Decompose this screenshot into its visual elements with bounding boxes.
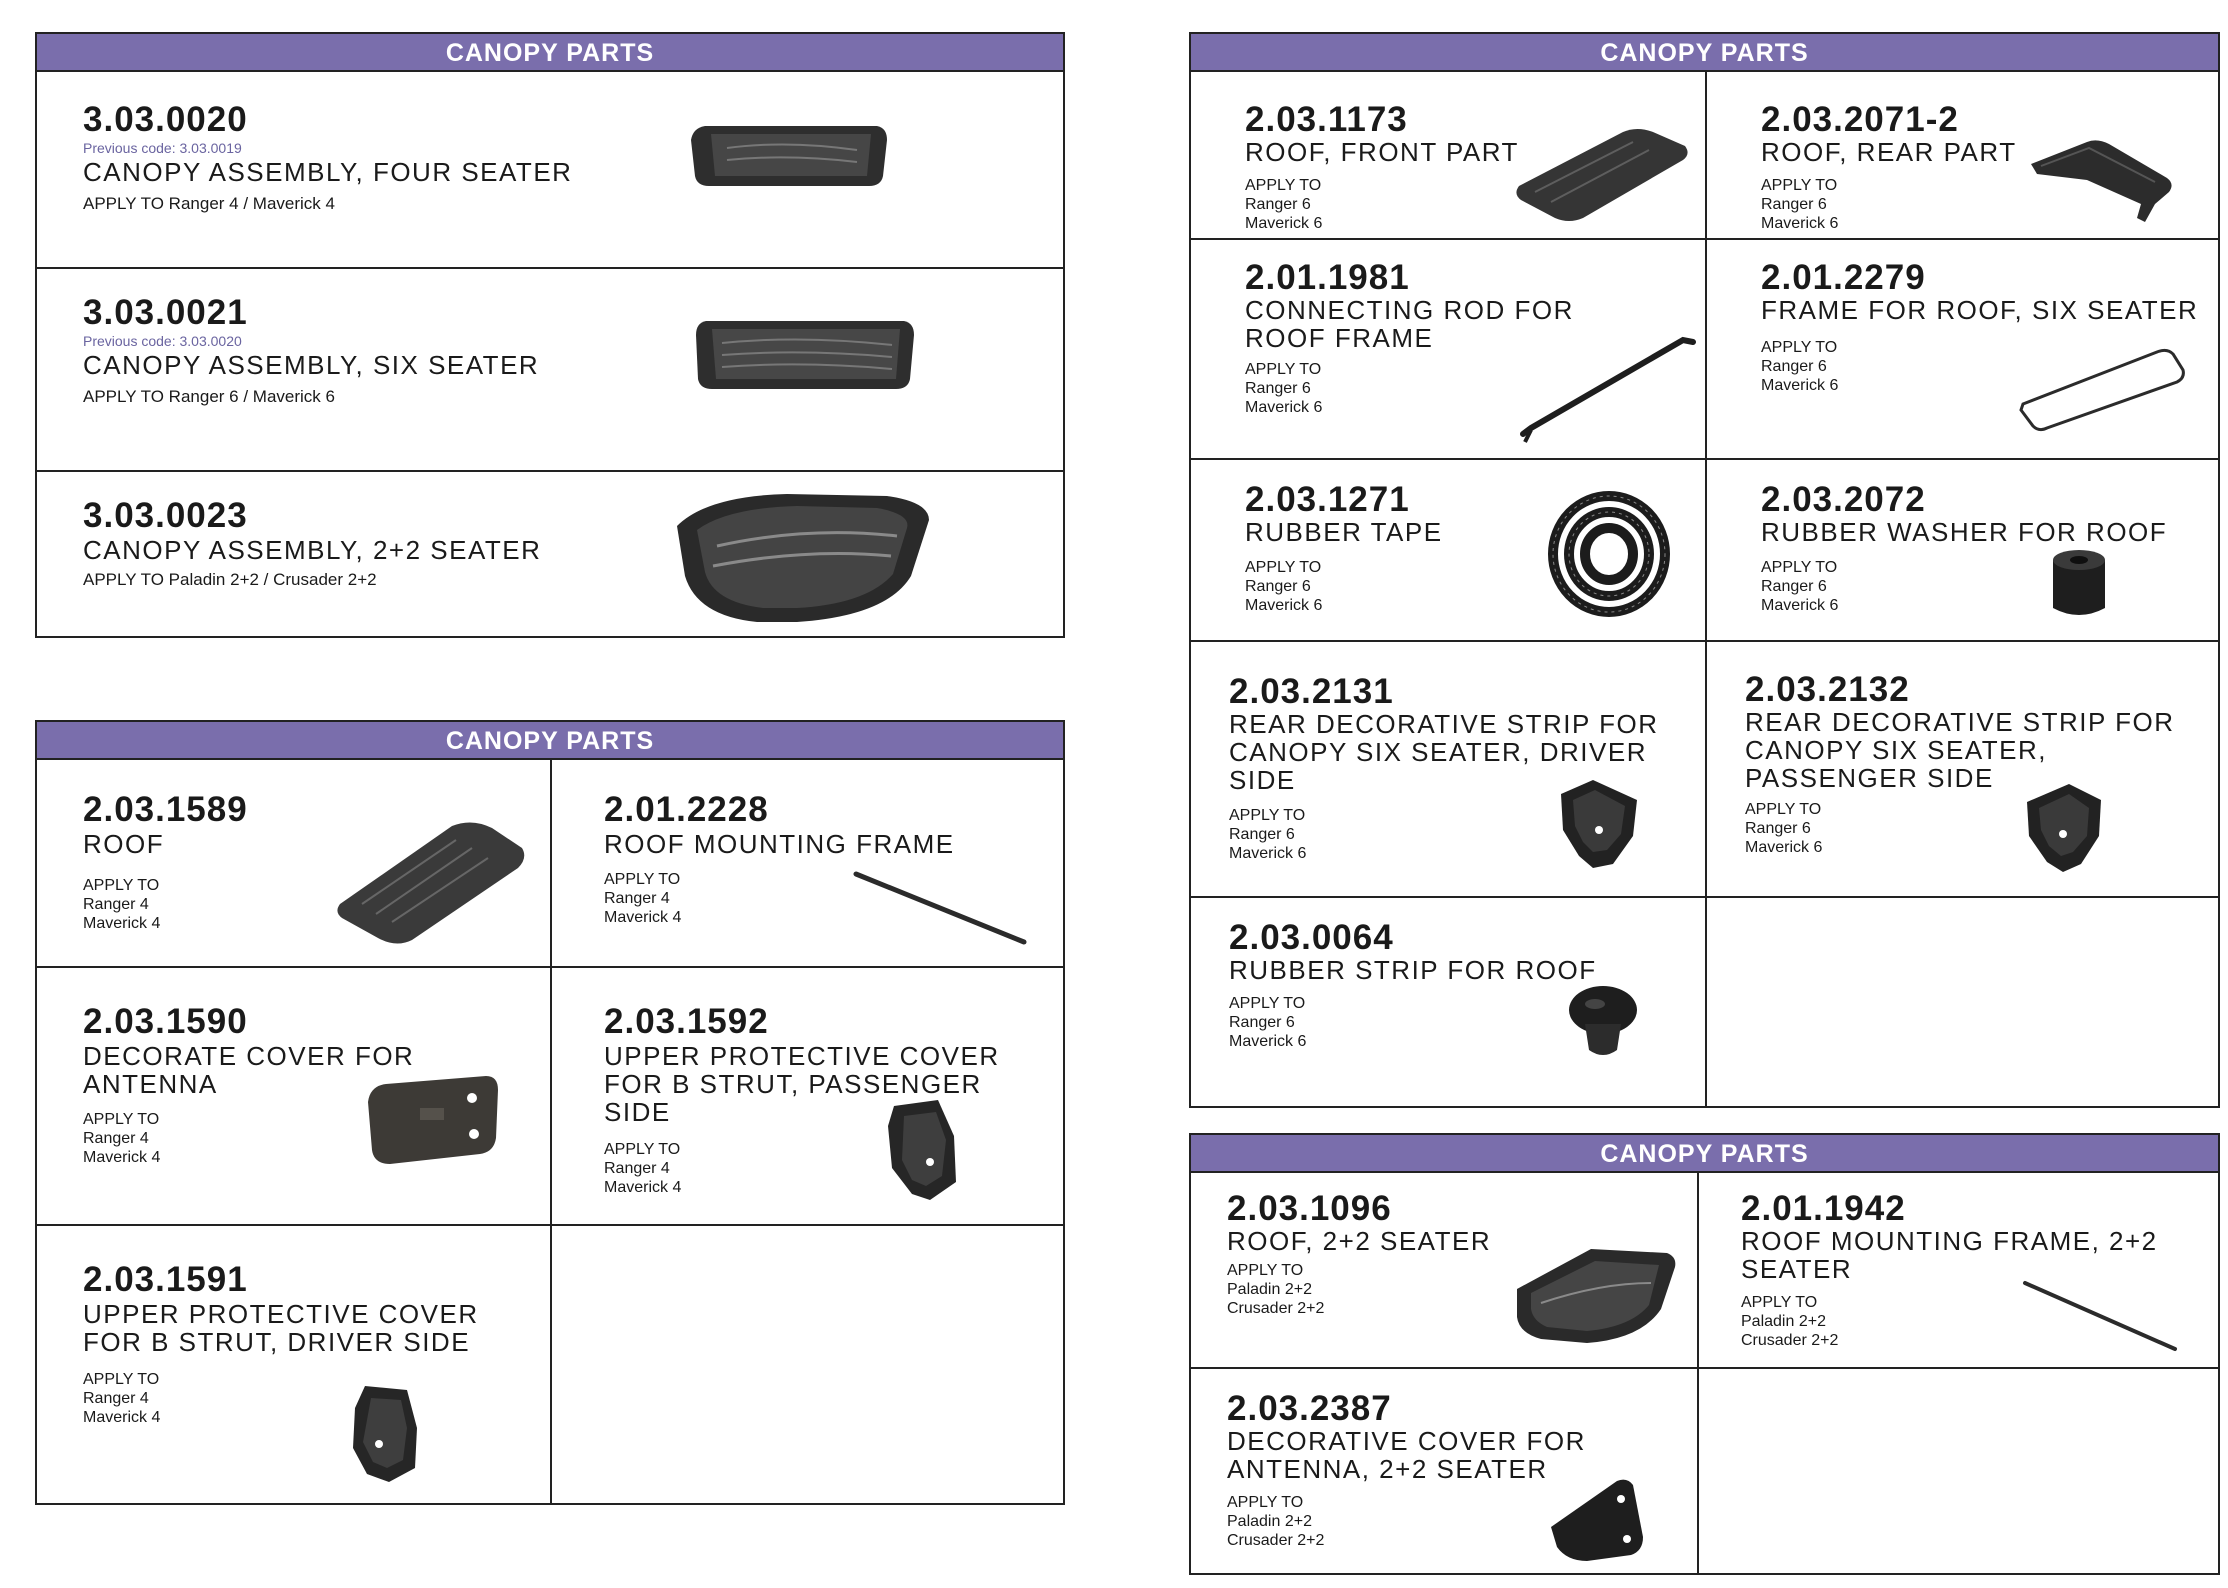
apply-label: APPLY TO bbox=[1745, 801, 1822, 818]
model: Ranger 6 bbox=[1229, 826, 1295, 843]
model: Ranger 6 bbox=[1761, 578, 1827, 595]
part-name: ROOF bbox=[83, 829, 165, 859]
empty-cell bbox=[1705, 896, 2218, 1106]
apply-to bbox=[1227, 1493, 1324, 1550]
model: Ranger 6 bbox=[1245, 578, 1311, 595]
apply-label: APPLY TO bbox=[604, 871, 681, 888]
antenna-cover-image bbox=[1547, 1477, 1647, 1563]
apply-to bbox=[1245, 558, 1322, 615]
model: Maverick 6 bbox=[1761, 377, 1839, 394]
part-code: 2.03.2387 bbox=[1227, 1389, 1392, 1428]
model: Ranger 6 bbox=[1761, 358, 1827, 375]
apply-label: APPLY TO bbox=[1227, 1494, 1304, 1511]
model: Maverick 6 bbox=[1245, 597, 1323, 614]
model: Maverick 6 bbox=[1745, 839, 1823, 856]
canopy-image bbox=[667, 486, 937, 626]
part-card-2.01.2228 bbox=[550, 758, 1063, 966]
strut-cover-image bbox=[2019, 780, 2109, 876]
part-code: 2.01.2228 bbox=[604, 790, 769, 829]
previous-code: Previous code: 3.03.0019 bbox=[83, 140, 242, 156]
model: Maverick 6 bbox=[1229, 845, 1307, 862]
part-code: 2.01.2279 bbox=[1761, 258, 1926, 297]
model: Maverick 4 bbox=[83, 915, 161, 932]
part-name: UPPER PROTECTIVE COVER FOR B STRUT, DRIVER SIDE bbox=[83, 1299, 479, 1357]
model: Maverick 6 bbox=[1245, 399, 1323, 416]
rubber-strip-image bbox=[1565, 980, 1645, 1064]
part-code: 2.03.2132 bbox=[1745, 670, 1910, 709]
frame-image bbox=[2017, 348, 2189, 432]
part-card-3.03.0021 bbox=[37, 267, 1063, 470]
part-code: 2.01.1942 bbox=[1741, 1189, 1906, 1228]
part-card-2.03.1271 bbox=[1191, 458, 1705, 640]
apply-to bbox=[83, 876, 160, 933]
part-code: 2.03.1589 bbox=[83, 790, 248, 829]
apply-label: APPLY TO bbox=[1229, 807, 1306, 824]
part-card-2.03.1096 bbox=[1191, 1171, 1697, 1367]
strut-cover-image bbox=[345, 1378, 425, 1488]
apply-to: APPLY TO Ranger 6 / Maverick 6 bbox=[83, 387, 335, 406]
apply-label: APPLY TO bbox=[1245, 559, 1322, 576]
apply-to bbox=[1761, 558, 1838, 615]
apply-to: APPLY TO Ranger 4 / Maverick 4 bbox=[83, 194, 335, 213]
model: Ranger 6 bbox=[1761, 196, 1827, 213]
apply-to bbox=[83, 1370, 160, 1427]
strut-cover-image bbox=[1553, 776, 1643, 872]
part-name: UPPER PROTECTIVE COVER FOR B STRUT, PASSENGER SIDE bbox=[604, 1041, 1000, 1127]
part-card-2.03.1590 bbox=[37, 966, 550, 1224]
apply-label: APPLY TO bbox=[1761, 559, 1838, 576]
part-code: 2.03.1096 bbox=[1227, 1189, 1392, 1228]
part-card-2.03.2132 bbox=[1705, 640, 2218, 896]
antenna-cover-image bbox=[362, 1072, 502, 1172]
rod-image bbox=[852, 868, 1032, 948]
panel-top-left bbox=[35, 32, 1065, 638]
apply-label: APPLY TO bbox=[604, 1141, 681, 1158]
apply-label: APPLY TO bbox=[1227, 1262, 1304, 1279]
part-card-2.03.1173 bbox=[1191, 70, 1705, 238]
apply-to bbox=[1229, 806, 1306, 863]
model: Ranger 6 bbox=[1245, 196, 1311, 213]
panel-bottom-right bbox=[1189, 1133, 2220, 1575]
part-code: 3.03.0021 bbox=[83, 293, 248, 332]
part-card-2.01.1981 bbox=[1191, 238, 1705, 458]
model: Ranger 4 bbox=[83, 1130, 149, 1147]
model: Ranger 6 bbox=[1745, 820, 1811, 837]
washer-image bbox=[2049, 546, 2109, 622]
part-code: 2.03.2072 bbox=[1761, 480, 1926, 519]
part-code: 2.03.2131 bbox=[1229, 672, 1394, 711]
model: Maverick 4 bbox=[604, 1179, 682, 1196]
roof-panel-image bbox=[1513, 126, 1693, 226]
empty-cell bbox=[550, 1224, 1063, 1503]
rod-image bbox=[2021, 1277, 2181, 1357]
model: Crusader 2+2 bbox=[1227, 1300, 1325, 1317]
panel-header: CANOPY PARTS bbox=[37, 34, 1063, 72]
model: Ranger 4 bbox=[604, 1160, 670, 1177]
part-card-2.03.1589 bbox=[37, 758, 550, 966]
part-name: ROOF, 2+2 SEATER bbox=[1227, 1226, 1492, 1256]
part-code: 3.03.0023 bbox=[83, 496, 248, 535]
part-name: CANOPY ASSEMBLY, FOUR SEATER bbox=[83, 157, 573, 187]
roof-panel-image bbox=[332, 818, 532, 948]
model: Maverick 6 bbox=[1245, 215, 1323, 232]
model: Maverick 6 bbox=[1761, 215, 1839, 232]
part-name: ROOF MOUNTING FRAME bbox=[604, 829, 955, 859]
part-code: 2.03.1590 bbox=[83, 1002, 248, 1041]
model: Paladin 2+2 bbox=[1741, 1313, 1826, 1330]
part-code: 2.03.1271 bbox=[1245, 480, 1410, 519]
part-card-2.03.2131 bbox=[1191, 640, 1705, 896]
panel-bottom-left bbox=[35, 720, 1065, 1505]
apply-to bbox=[1761, 176, 1838, 233]
part-card-2.03.1591 bbox=[37, 1224, 550, 1503]
rubber-tape-image bbox=[1547, 490, 1677, 620]
part-card-2.03.2072 bbox=[1705, 458, 2218, 640]
apply-label: APPLY TO bbox=[1229, 995, 1306, 1012]
part-code: 2.01.1981 bbox=[1245, 258, 1410, 297]
model: Maverick 6 bbox=[1761, 597, 1839, 614]
panel-top-right bbox=[1189, 32, 2220, 1108]
part-name: RUBBER TAPE bbox=[1245, 517, 1443, 547]
rod-image bbox=[1517, 330, 1697, 450]
apply-to bbox=[604, 1140, 681, 1197]
panel-header: CANOPY PARTS bbox=[37, 722, 1063, 760]
part-name: CANOPY ASSEMBLY, SIX SEATER bbox=[83, 350, 540, 380]
strut-cover-image bbox=[882, 1096, 962, 1206]
part-name: CONNECTING ROD FOR ROOF FRAME bbox=[1245, 295, 1574, 353]
model: Crusader 2+2 bbox=[1741, 1332, 1839, 1349]
panel-header: CANOPY PARTS bbox=[1191, 34, 2218, 72]
part-name: DECORATIVE COVER FOR ANTENNA, 2+2 SEATER bbox=[1227, 1426, 1586, 1484]
part-code: 2.03.1173 bbox=[1245, 100, 1408, 139]
model: Ranger 4 bbox=[83, 896, 149, 913]
apply-label: APPLY TO bbox=[83, 877, 160, 894]
part-name: CANOPY ASSEMBLY, 2+2 SEATER bbox=[83, 535, 542, 565]
canopy-image bbox=[692, 317, 922, 397]
model: Paladin 2+2 bbox=[1227, 1281, 1312, 1298]
apply-label: APPLY TO bbox=[1245, 177, 1322, 194]
part-name: ROOF, REAR PART bbox=[1761, 137, 2017, 167]
part-card-2.03.0064 bbox=[1191, 896, 1705, 1106]
model: Paladin 2+2 bbox=[1227, 1513, 1312, 1530]
apply-to bbox=[604, 870, 681, 927]
apply-label: APPLY TO bbox=[1741, 1294, 1818, 1311]
apply-label: APPLY TO bbox=[83, 1371, 160, 1388]
apply-to bbox=[1245, 360, 1322, 417]
part-code: 3.03.0020 bbox=[83, 100, 248, 139]
model: Maverick 4 bbox=[83, 1409, 161, 1426]
part-card-2.03.1592 bbox=[550, 966, 1063, 1224]
apply-to: APPLY TO Paladin 2+2 / Crusader 2+2 bbox=[83, 570, 377, 589]
part-card-2.01.2279 bbox=[1705, 238, 2218, 458]
part-card-3.03.0023 bbox=[37, 470, 1063, 636]
apply-to bbox=[1741, 1293, 1838, 1350]
part-code: 2.03.1591 bbox=[83, 1260, 248, 1299]
model: Crusader 2+2 bbox=[1227, 1532, 1325, 1549]
model: Ranger 6 bbox=[1245, 380, 1311, 397]
apply-label: APPLY TO bbox=[1761, 177, 1838, 194]
apply-to bbox=[1229, 994, 1306, 1051]
part-name: RUBBER STRIP FOR ROOF bbox=[1229, 955, 1597, 985]
part-card-2.01.1942 bbox=[1697, 1171, 2218, 1367]
roof-panel-image bbox=[2027, 138, 2177, 228]
apply-to bbox=[1227, 1261, 1324, 1318]
model: Maverick 4 bbox=[604, 909, 682, 926]
apply-to bbox=[1245, 176, 1322, 233]
part-name: DECORATE COVER FOR ANTENNA bbox=[83, 1041, 415, 1099]
part-name: FRAME FOR ROOF, SIX SEATER bbox=[1761, 295, 2199, 325]
panel-header: CANOPY PARTS bbox=[1191, 1135, 2218, 1173]
canopy-image bbox=[1511, 1243, 1681, 1347]
apply-label: APPLY TO bbox=[83, 1111, 160, 1128]
part-code: 2.03.1592 bbox=[604, 1002, 769, 1041]
model: Maverick 4 bbox=[83, 1149, 161, 1166]
model: Maverick 6 bbox=[1229, 1033, 1307, 1050]
part-name: ROOF MOUNTING FRAME, 2+2 SEATER bbox=[1741, 1226, 2158, 1284]
empty-cell bbox=[1697, 1367, 2218, 1573]
part-code: 2.03.0064 bbox=[1229, 918, 1394, 957]
part-card-2.03.2071-2 bbox=[1705, 70, 2218, 238]
model: Ranger 6 bbox=[1229, 1014, 1295, 1031]
part-code: 2.03.2071-2 bbox=[1761, 100, 1959, 139]
apply-to bbox=[1745, 800, 1822, 857]
canopy-image bbox=[687, 120, 897, 200]
apply-label: APPLY TO bbox=[1761, 339, 1838, 356]
part-name: ROOF, FRONT PART bbox=[1245, 137, 1519, 167]
previous-code: Previous code: 3.03.0020 bbox=[83, 333, 242, 349]
apply-to bbox=[83, 1110, 160, 1167]
apply-to bbox=[1761, 338, 1838, 395]
model: Ranger 4 bbox=[83, 1390, 149, 1407]
part-card-3.03.0020 bbox=[37, 70, 1063, 267]
part-name: REAR DECORATIVE STRIP FOR CANOPY SIX SEATER, DRIVER SIDE bbox=[1229, 709, 1659, 795]
part-name: REAR DECORATIVE STRIP FOR CANOPY SIX SEATER, PASSENGER SIDE bbox=[1745, 707, 2175, 793]
part-card-2.03.2387 bbox=[1191, 1367, 1697, 1573]
part-name: RUBBER WASHER FOR ROOF bbox=[1761, 517, 2168, 547]
model: Ranger 4 bbox=[604, 890, 670, 907]
apply-label: APPLY TO bbox=[1245, 361, 1322, 378]
